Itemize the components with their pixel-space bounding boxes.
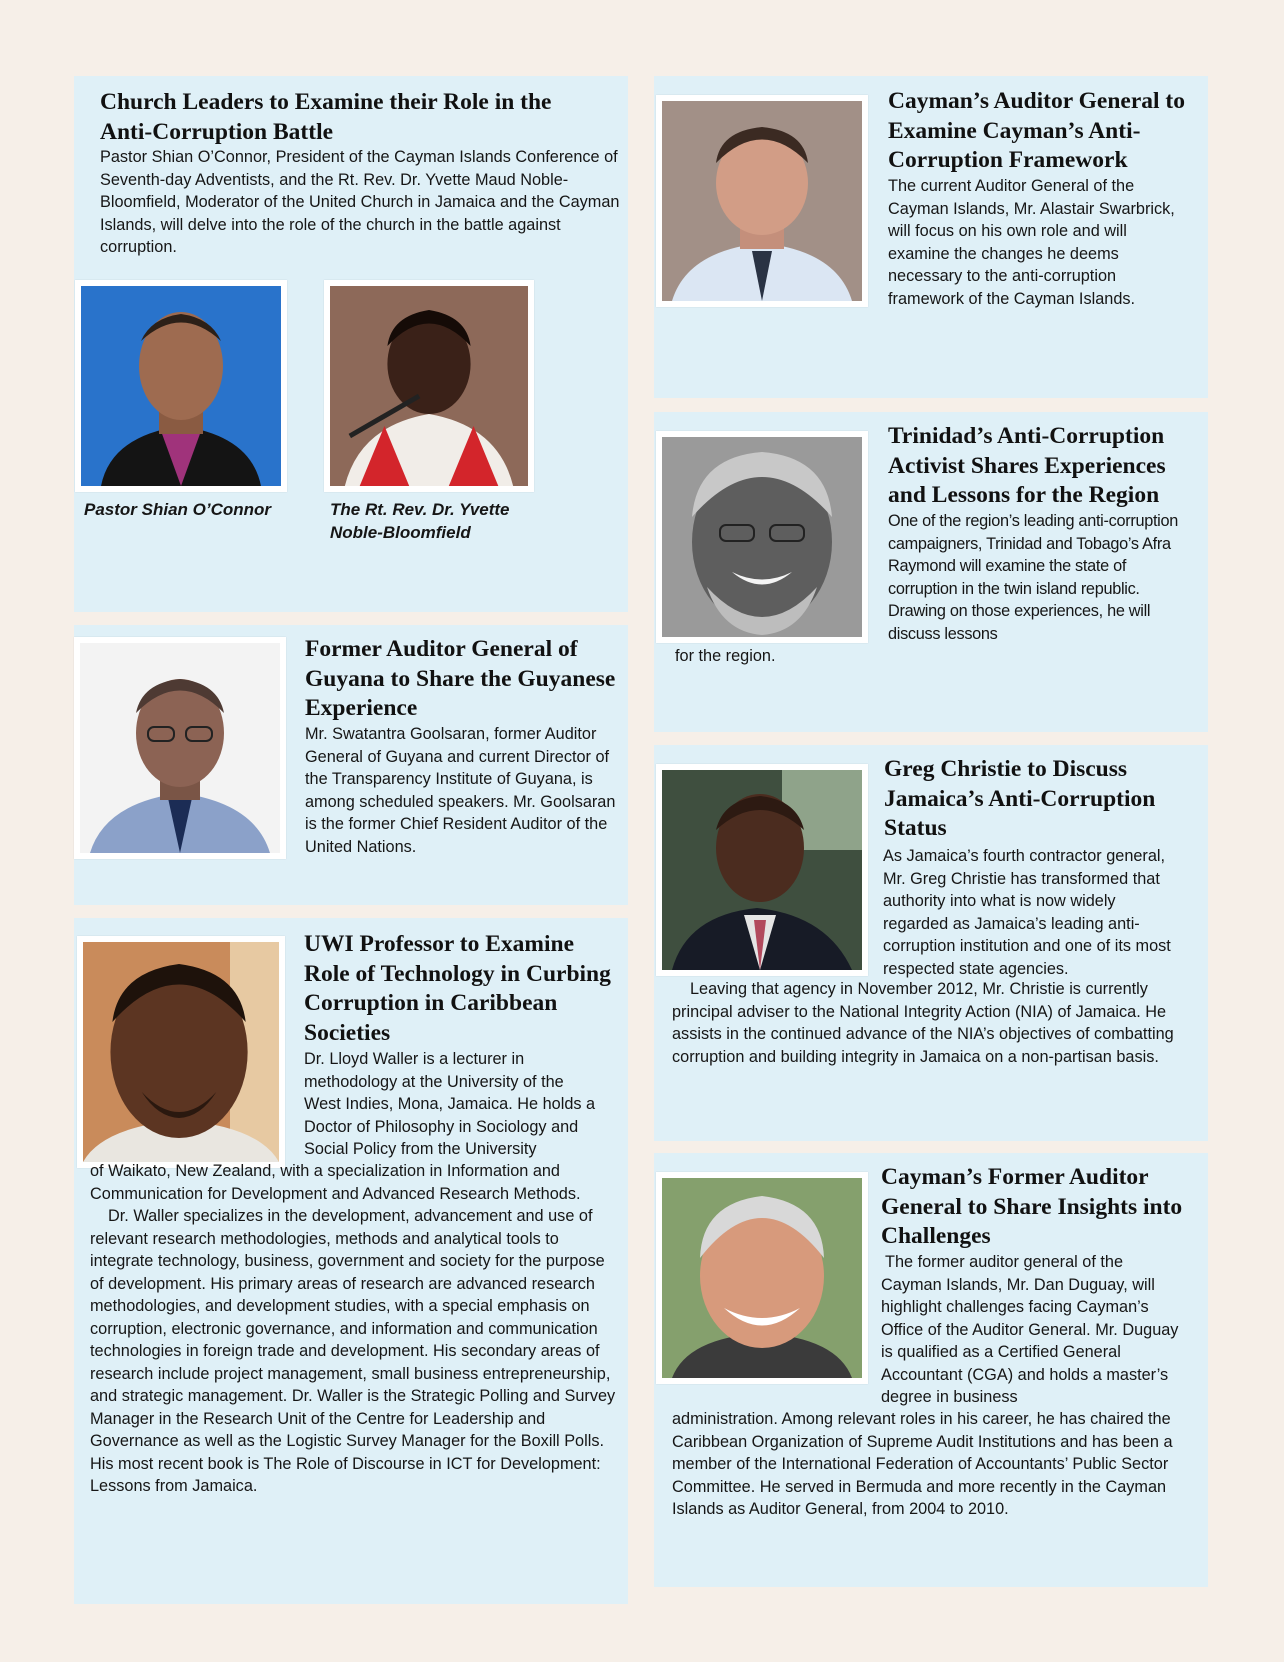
article-headline: Cayman’s Auditor General to Examine Cayman’s Anti-Corruption Framework [888,88,1186,173]
article-body-continued: for the region. [675,647,776,665]
article-body-paragraph-2: Dr. Waller specializes in the development, advancement and use of relevant research methodologies, methods and analytical tools to integrate technology, business, government and society for the purpose of development. His primary areas of research are advanced research methodologies, and development studies, with a special emphasis on corruption, electronic governance, and information and communication technologies in foreign trade and development. His secondary areas of research include project management, small business entrepreneurship, and strategic management. Dr. Waller is the Strategic Polling and Survey Manager in the Research Unit of the Centre for Leadership and Governance as well as the Logistic Survey Manager for the Boxill Polls. His most recent book is The Role of Discourse in ICT for Development: Lessons from Jamaica. [90,1207,616,1495]
article-headline: Greg Christie to Discuss Jamaica’s Anti-Corruption Status [884,756,1156,841]
article-headline: Former Auditor General of Guyana to Share the Guyanese Experience [305,636,616,721]
article-headline: Trinidad’s Anti-Corruption Activist Shares Experiences and Lessons for the Region [888,423,1166,508]
article-body-wrapped: The former auditor general of the Cayman Islands, Mr. Dan Duguay, will highlight challenges facing Cayman’s Office of the Auditor General. Mr. Duguay is qualified as a Certified General Accountant (CGA) and holds a master’s degree in business [881,1253,1179,1406]
article-body: The current Auditor General of the Cayman Islands, Mr. Alastair Swarbrick, will focus on his own role and will examine the changes he deems necessary to the anti-corruption framework of the Cayman Islands. [888,177,1175,308]
article-uwi-professor [74,918,628,1604]
article-headline: UWI Professor to Examine Role of Technology in Curbing Corruption in Caribbean Societies [304,931,611,1046]
article-body-wrapped: As Jamaica’s fourth contractor general, Mr. Greg Christie has transformed that authority into what is now widely regarded as Jamaica’s leading anti-corruption institution and one of its most respected state agencies. [883,847,1171,978]
article-trinidad-activist [654,412,1208,732]
article-body-continued: administration. Among relevant roles in his career, he has chaired the Caribbean Organization of Supreme Audit Institutions and has been a member of the International Federation of Accountants’ Public Sector Committee. He served in Bermuda and more recently in the Cayman Islands as Auditor General, from 2004 to 2010. [672,1410,1173,1518]
article-body: Mr. Swatantra Goolsaran, former Auditor General of Guyana and current Director of the Transparency Institute of Guyana, is among scheduled speakers. Mr. Goolsaran is the former Chief Resident Auditor of the United Nations. [305,725,616,856]
photo-caption: The Rt. Rev. Dr. Yvette Noble-Bloomfield [330,500,510,542]
photo-christie [656,764,868,976]
article-body: Pastor Shian O’Connor, President of the Cayman Islands Conference of Seventh-day Adventists, and the Rt. Rev. Dr. Yvette Maud Noble-Bloomfield, Moderator of the United Church in Jamaica and the Cayman Islands, will delve into the role of the church in the battle against corruption. [100,148,620,256]
article-headline: Cayman’s Former Auditor General to Share Insights into Challenges [881,1164,1183,1249]
photo-raymond [656,431,868,643]
article-cayman-auditor-general [654,76,1208,398]
photo-duguay [656,1172,868,1384]
photo-noble-bloomfield [324,280,534,492]
article-body-continued: of Waikato, New Zealand, with a specialization in Information and Communication for Development and Advanced Research Methods. [90,1162,581,1203]
article-body-wrapped: One of the region’s leading anti-corruption campaigners, Trinidad and Tobago’s Afra Raymond will examine the state of corruption in the twin island republic. Drawing on those experiences, he will discuss lessons [888,512,1179,643]
article-cayman-former-auditor [654,1153,1208,1587]
article-body-wrapped: Dr. Lloyd Waller is a lecturer in methodology at the University of the West Indies, Mona, Jamaica. He holds a Doctor of Philosophy in Sociology and Social Policy from the University [304,1050,596,1158]
photo-goolsaran [74,637,286,859]
photo-waller [77,936,285,1168]
photo-pastor-oconnor [75,280,287,492]
article-church-leaders [74,76,628,612]
article-body-paragraph-2: Leaving that agency in November 2012, Mr. Christie is currently principal adviser to the National Integrity Action (NIA) of Jamaica. He assists in the continued advance of the NIA’s objectives of combatting corruption and building integrity in Jamaica on a non-partisan basis. [672,980,1174,1066]
photo-swarbrick [656,95,868,307]
photo-caption: Pastor Shian O’Connor [84,500,272,519]
article-greg-christie [654,745,1208,1141]
article-headline: Church Leaders to Examine their Role in the Anti-Corruption Battle [100,89,552,145]
article-guyana-auditor [74,625,628,905]
